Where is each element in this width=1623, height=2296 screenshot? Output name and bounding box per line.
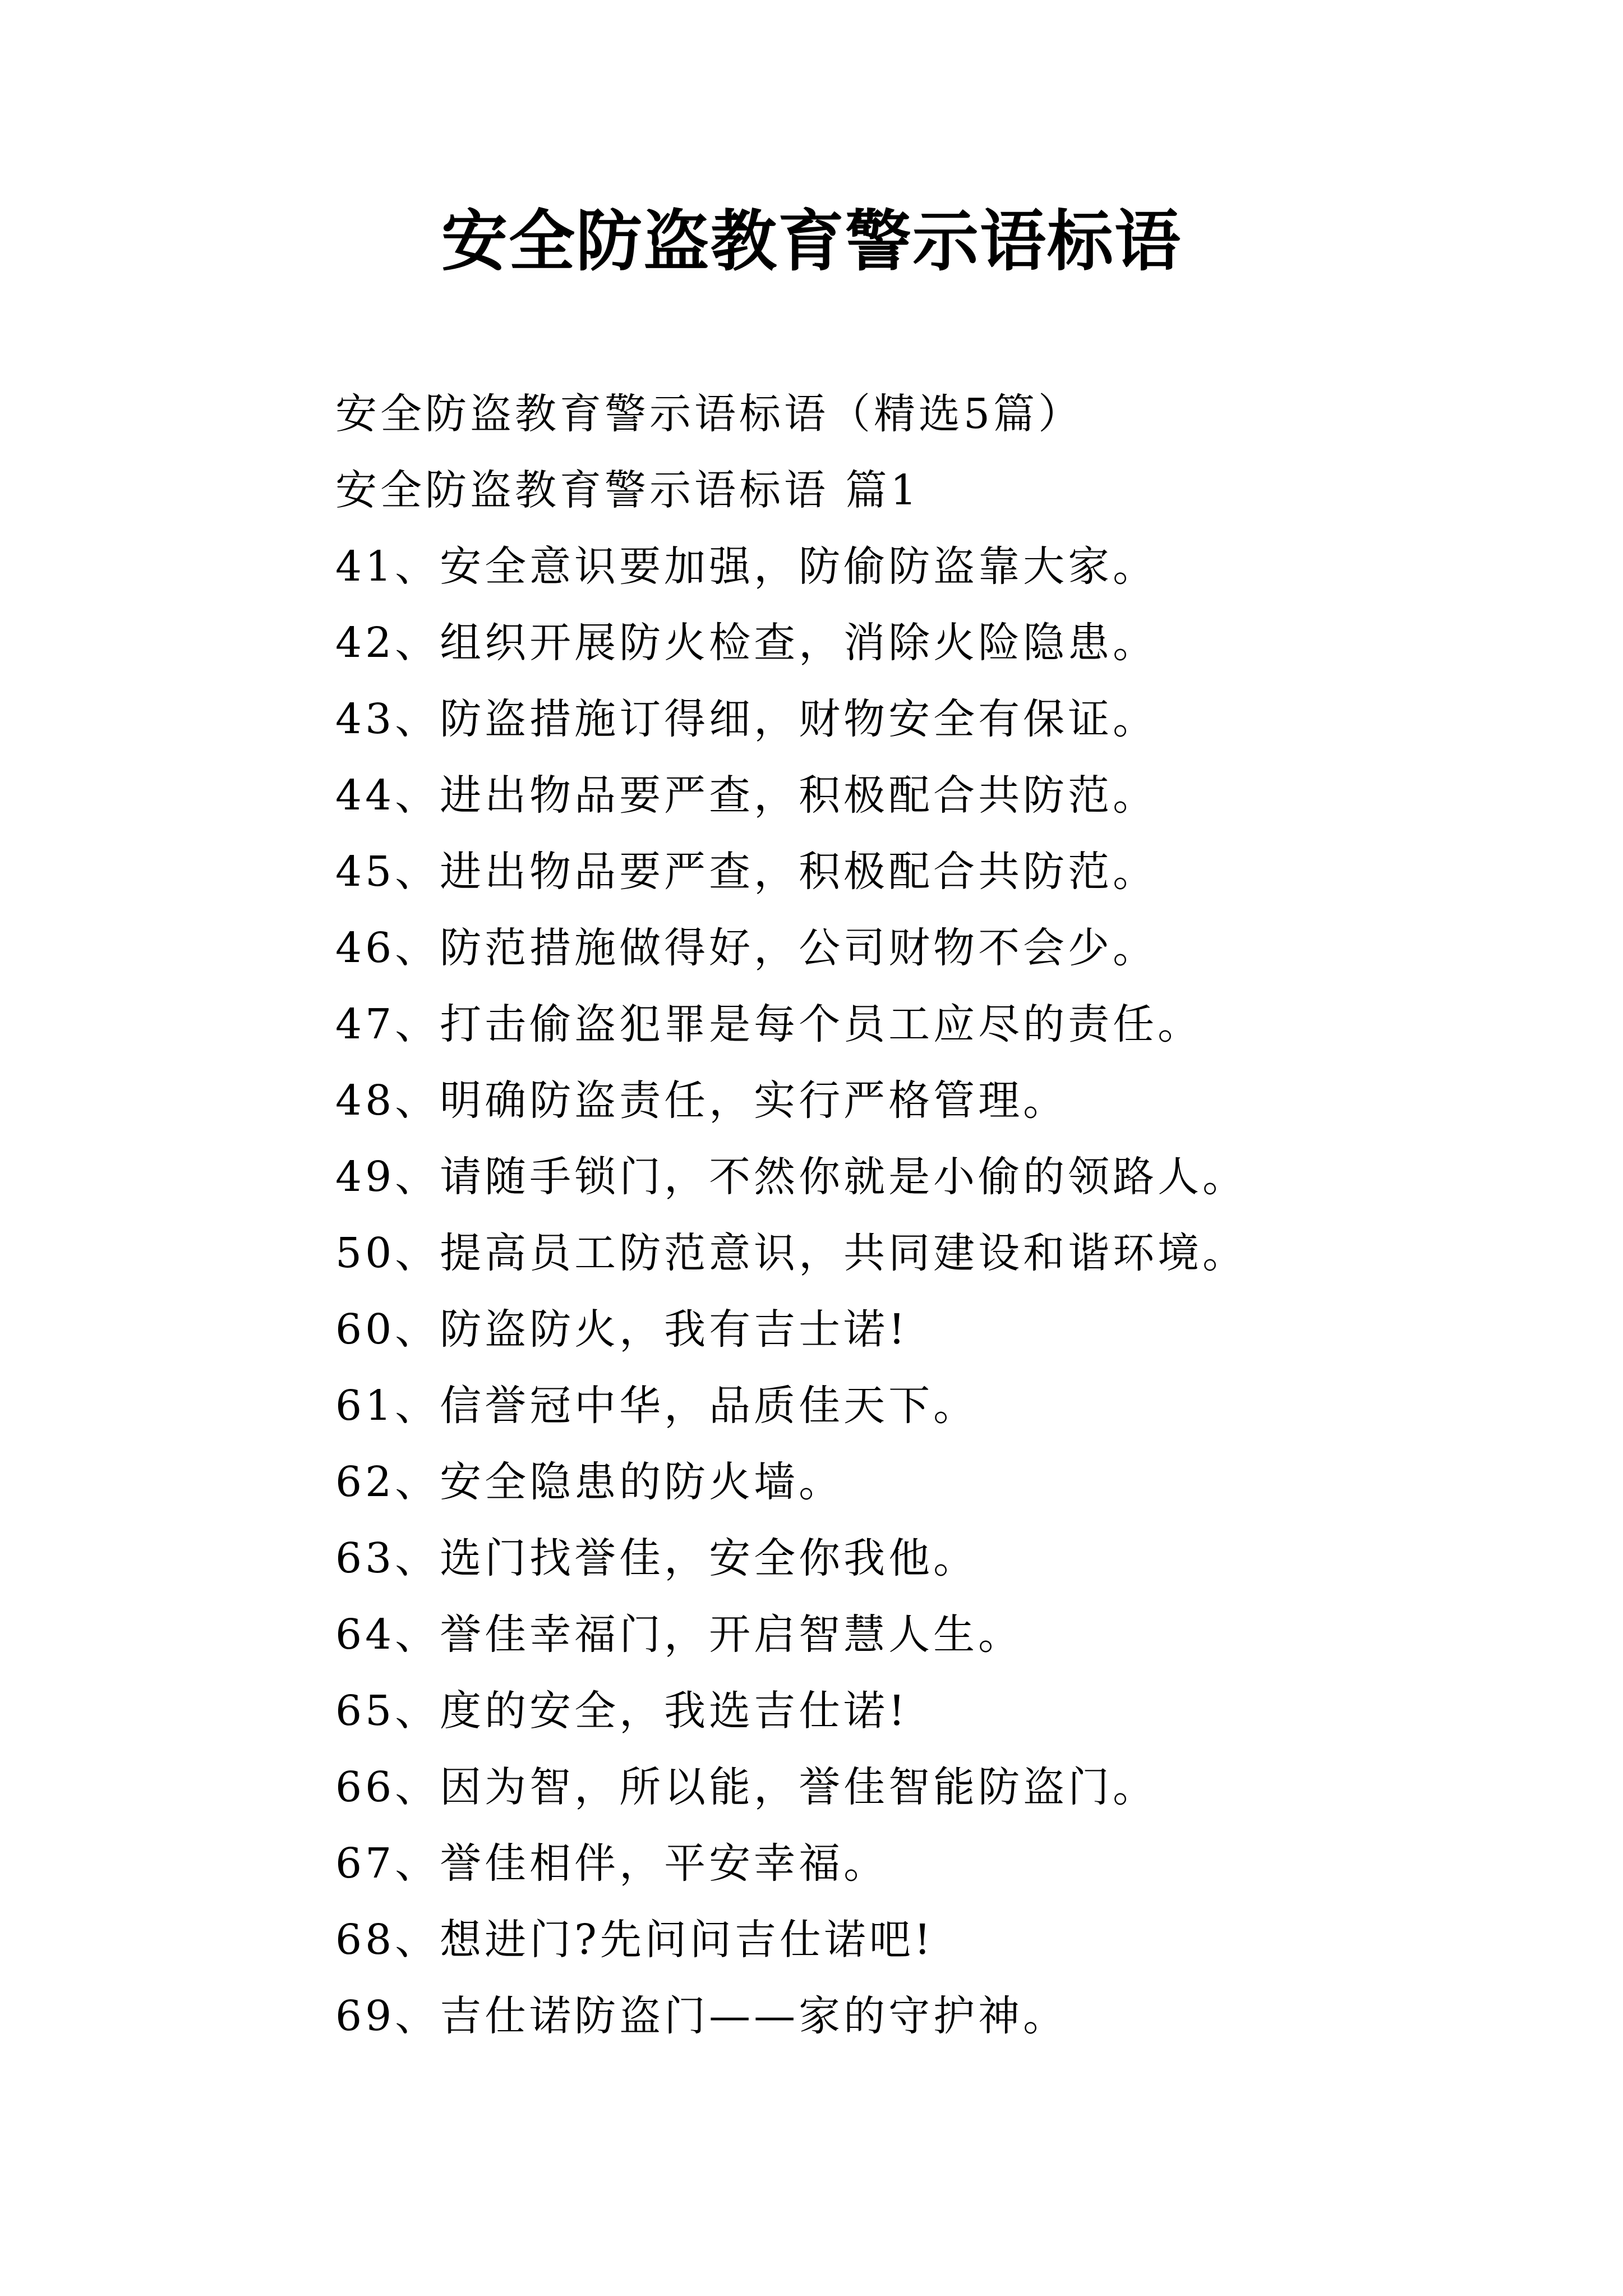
slogan-line: 66、因为智，所以能，誉佳智能防盗门。 bbox=[335, 1763, 1158, 1811]
document-body bbox=[335, 376, 1569, 2054]
slogan-line: 47、打击偷盗犯罪是每个员工应尽的责任。 bbox=[335, 1000, 1203, 1048]
slogan-line: 61、信誉冠中华，品质佳天下。 bbox=[335, 1382, 979, 1430]
slogan-line: 60、防盗防火，我有吉士诺! bbox=[335, 1305, 909, 1354]
slogan-line: 68、想进门?先问问吉仕诺吧! bbox=[335, 1916, 934, 1964]
slogan-line: 69、吉仕诺防盗门——家的守护神。 bbox=[335, 1992, 1068, 2040]
slogan-line: 46、防范措施做得好，公司财物不会少。 bbox=[335, 924, 1158, 972]
slogan-line: 44、进出物品要严查，积极配合共防范。 bbox=[335, 771, 1158, 820]
slogan-line: 45、进出物品要严查，积极配合共防范。 bbox=[335, 848, 1158, 896]
slogan-line: 49、请随手锁门，不然你就是小偷的领路人。 bbox=[335, 1153, 1248, 1201]
section-heading: 安全防盗教育警示语标语 篇1 bbox=[335, 466, 920, 514]
slogan-line: 67、誉佳相伴，平安幸福。 bbox=[335, 1839, 889, 1888]
slogan-line: 62、安全隐患的防火墙。 bbox=[335, 1458, 844, 1506]
slogan-line: 43、防盗措施订得细，财物安全有保证。 bbox=[335, 695, 1158, 743]
subtitle: 安全防盗教育警示语标语（精选5篇） bbox=[335, 390, 1083, 438]
slogan-line: 50、提高员工防范意识，共同建设和谐环境。 bbox=[335, 1229, 1248, 1277]
slogan-line: 48、明确防盗责任，实行严格管理。 bbox=[335, 1076, 1068, 1125]
slogan-line: 42、组织开展防火检查，消除火险隐患。 bbox=[335, 619, 1158, 667]
slogan-line: 65、度的安全，我选吉仕诺! bbox=[335, 1687, 909, 1735]
slogan-line: 64、誉佳幸福门，开启智慧人生。 bbox=[335, 1611, 1023, 1659]
slogan-line: 63、选门找誉佳，安全你我他。 bbox=[335, 1534, 979, 1582]
slogan-line: 41、安全意识要加强，防偷防盗靠大家。 bbox=[335, 542, 1158, 591]
page-title: 安全防盗教育警示语标语 bbox=[441, 202, 1182, 280]
